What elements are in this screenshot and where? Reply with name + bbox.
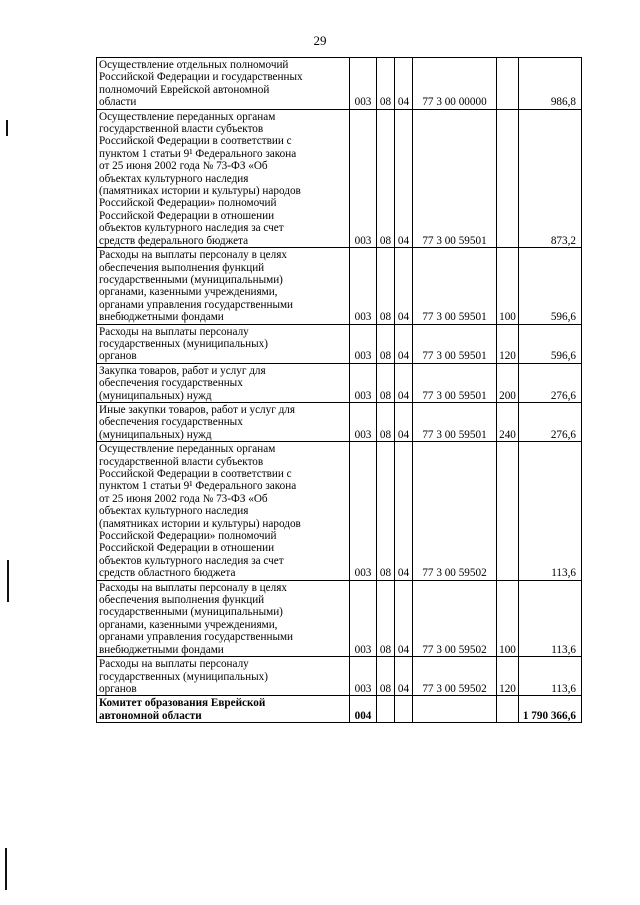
item-name-line: Расходы на выплаты персоналу — [99, 325, 249, 338]
margin-mark — [7, 560, 9, 602]
expense-type-cell — [497, 58, 519, 110]
item-name-cell — [97, 363, 350, 402]
ministry-code-cell: 003 — [350, 324, 377, 363]
ministry-code-cell: 003 — [350, 442, 377, 580]
table-row — [97, 657, 582, 696]
amount-cell: 276,6 — [519, 363, 582, 402]
item-name-line: (муниципальных) нужд — [99, 428, 212, 441]
subsection-code-cell: 04 — [395, 324, 413, 363]
ministry-code-cell: 003 — [350, 657, 377, 696]
expense-type-cell: 240 — [497, 402, 519, 441]
subsection-code-cell: 04 — [395, 363, 413, 402]
item-name-line: Комитет образования Еврейской — [99, 697, 266, 710]
section-code-cell: 08 — [377, 58, 395, 110]
table-row — [97, 696, 582, 723]
item-name-line: Российской Федерации» полномочий — [99, 530, 277, 543]
item-name-cell — [97, 402, 350, 441]
item-name-line: Российской Федерации в отношении — [99, 542, 275, 555]
table-row — [97, 324, 582, 363]
item-name-cell — [97, 248, 350, 324]
amount-cell: 113,6 — [519, 442, 582, 580]
subsection-code-cell: 04 — [395, 442, 413, 580]
item-name-line: государственной власти субъектов — [99, 123, 264, 136]
target-article-cell: 77 3 00 59501 — [413, 324, 497, 363]
item-name-line: (памятниках истории и культуры) народов — [99, 185, 301, 198]
section-code-cell — [377, 696, 395, 723]
expense-type-cell: 200 — [497, 363, 519, 402]
amount-cell: 276,6 — [519, 402, 582, 441]
target-article-cell: 77 3 00 59502 — [413, 657, 497, 696]
table-row — [97, 363, 582, 402]
table-row — [97, 109, 582, 247]
section-code-cell: 08 — [377, 324, 395, 363]
item-name-line: от 25 июня 2002 года № 73-ФЗ «Об — [99, 160, 268, 173]
table-row — [97, 402, 582, 441]
item-name-line: государственной власти субъектов — [99, 455, 264, 468]
expense-type-cell: 100 — [497, 580, 519, 656]
subsection-code-cell: 04 — [395, 109, 413, 247]
amount-cell: 596,6 — [519, 248, 582, 324]
item-name-line: Российской Федерации» полномочий — [99, 197, 277, 210]
ministry-code-cell: 003 — [350, 363, 377, 402]
section-code-cell: 08 — [377, 580, 395, 656]
expense-type-cell: 100 — [497, 248, 519, 324]
item-name-line: органами, казенными учреждениями, — [99, 618, 278, 631]
item-name-cell — [97, 324, 350, 363]
table-row — [97, 442, 582, 580]
item-name-line: (муниципальных) нужд — [99, 389, 212, 402]
item-name-cell — [97, 58, 350, 110]
ministry-code-cell: 003 — [350, 248, 377, 324]
target-article-cell: 77 3 00 59502 — [413, 442, 497, 580]
item-name-line: Российской Федерации в соответствии с — [99, 135, 292, 148]
amount-cell: 113,6 — [519, 580, 582, 656]
amount-cell: 873,2 — [519, 109, 582, 247]
item-name-line: средств федерального бюджета — [99, 234, 249, 247]
budget-table — [96, 57, 582, 723]
item-name-line: органами управления государственными — [99, 298, 294, 311]
ministry-code-cell: 003 — [350, 109, 377, 247]
ministry-code-cell: 003 — [350, 58, 377, 110]
item-name-line: внебюджетными фондами — [99, 643, 224, 656]
item-name-line: государственными (муниципальными) — [99, 606, 283, 619]
section-code-cell: 08 — [377, 402, 395, 441]
item-name-line: Расходы на выплаты персоналу в целях — [99, 581, 287, 594]
item-name-line: Российской Федерации в отношении — [99, 209, 275, 222]
expense-type-cell: 120 — [497, 324, 519, 363]
item-name-line: Осуществление переданных органам — [99, 110, 276, 123]
target-article-cell — [413, 696, 497, 723]
item-name-line: Осуществление переданных органам — [99, 443, 276, 456]
item-name-line: обеспечения государственных — [99, 377, 243, 390]
item-name-line: обеспечения государственных — [99, 416, 243, 429]
section-code-cell: 08 — [377, 109, 395, 247]
section-code-cell: 08 — [377, 248, 395, 324]
item-name-line: Осуществление отдельных полномочий — [99, 59, 289, 71]
item-name-line: государственных (муниципальных) — [99, 337, 268, 350]
ministry-code-cell: 003 — [350, 580, 377, 656]
item-name-cell — [97, 442, 350, 580]
section-code-cell: 08 — [377, 442, 395, 580]
subsection-code-cell: 04 — [395, 58, 413, 110]
amount-cell: 1 790 366,6 — [519, 696, 582, 723]
target-article-cell: 77 3 00 59502 — [413, 580, 497, 656]
table-row — [97, 58, 582, 110]
subsection-code-cell: 04 — [395, 657, 413, 696]
item-name-cell — [97, 109, 350, 247]
section-code-cell: 08 — [377, 657, 395, 696]
subsection-code-cell: 04 — [395, 402, 413, 441]
table-row — [97, 248, 582, 324]
section-code-cell: 08 — [377, 363, 395, 402]
target-article-cell: 77 3 00 59501 — [413, 248, 497, 324]
expense-type-cell: 120 — [497, 657, 519, 696]
amount-cell: 986,8 — [519, 58, 582, 110]
item-name-line: области — [99, 96, 137, 109]
item-name-line: от 25 июня 2002 года № 73-ФЗ «Об — [99, 492, 268, 505]
subsection-code-cell: 04 — [395, 580, 413, 656]
expense-type-cell — [497, 442, 519, 580]
item-name-cell — [97, 580, 350, 656]
item-name-line: (памятниках истории и культуры) народов — [99, 517, 301, 530]
target-article-cell: 77 3 00 59501 — [413, 363, 497, 402]
item-name-line: средств областного бюджета — [99, 567, 236, 580]
item-name-line: пунктом 1 статьи 9¹ Федерального закона — [99, 480, 297, 493]
target-article-cell: 77 3 00 59501 — [413, 402, 497, 441]
item-name-line: Российской Федерации и государственных — [99, 71, 303, 84]
item-name-line: органами управления государственными — [99, 631, 294, 644]
item-name-line: объектах культурного наследия — [99, 505, 249, 518]
subsection-code-cell: 04 — [395, 248, 413, 324]
ministry-code-cell: 004 — [350, 696, 377, 723]
item-name-line: органов — [99, 350, 137, 363]
item-name-line: Закупка товаров, работ и услуг для — [99, 364, 266, 377]
item-name-line: объектов культурного наследия за счет — [99, 554, 284, 567]
item-name-line: Российской Федерации в соответствии с — [99, 468, 292, 480]
item-name-line: Иные закупки товаров, работ и услуг для — [99, 403, 296, 416]
item-name-line: Расходы на выплаты персоналу — [99, 658, 249, 671]
item-name-line: государственных (муниципальных) — [99, 670, 268, 683]
expense-type-cell — [497, 696, 519, 723]
item-name-line: органами, казенными учреждениями, — [99, 286, 278, 299]
amount-cell: 596,6 — [519, 324, 582, 363]
target-article-cell: 77 3 00 59501 — [413, 109, 497, 247]
item-name-cell — [97, 657, 350, 696]
item-name-line: внебюджетными фондами — [99, 311, 224, 324]
expense-type-cell — [497, 109, 519, 247]
page-number: 29 — [313, 33, 327, 48]
amount-cell: 113,6 — [519, 657, 582, 696]
target-article-cell: 77 3 00 00000 — [413, 58, 497, 110]
ministry-code-cell: 003 — [350, 402, 377, 441]
item-name-line: полномочий Еврейской автономной — [99, 83, 270, 96]
item-name-cell — [97, 696, 350, 723]
item-name-line: органов — [99, 682, 137, 695]
item-name-line: обеспечения выполнения функций — [99, 594, 265, 607]
item-name-line: пунктом 1 статьи 9¹ Федерального закона — [99, 147, 297, 160]
subsection-code-cell — [395, 696, 413, 723]
item-name-line: автономной области — [99, 709, 202, 722]
item-name-line: объектах культурного наследия — [99, 172, 249, 185]
item-name-line: государственными (муниципальными) — [99, 273, 283, 286]
budget-table-body — [97, 58, 582, 723]
margin-mark — [5, 848, 7, 890]
item-name-line: объектов культурного наследия за счет — [99, 222, 284, 235]
item-name-line: Расходы на выплаты персоналу в целях — [99, 249, 287, 262]
table-row — [97, 580, 582, 656]
item-name-line: обеспечения выполнения функций — [99, 261, 265, 274]
margin-mark — [6, 120, 8, 136]
